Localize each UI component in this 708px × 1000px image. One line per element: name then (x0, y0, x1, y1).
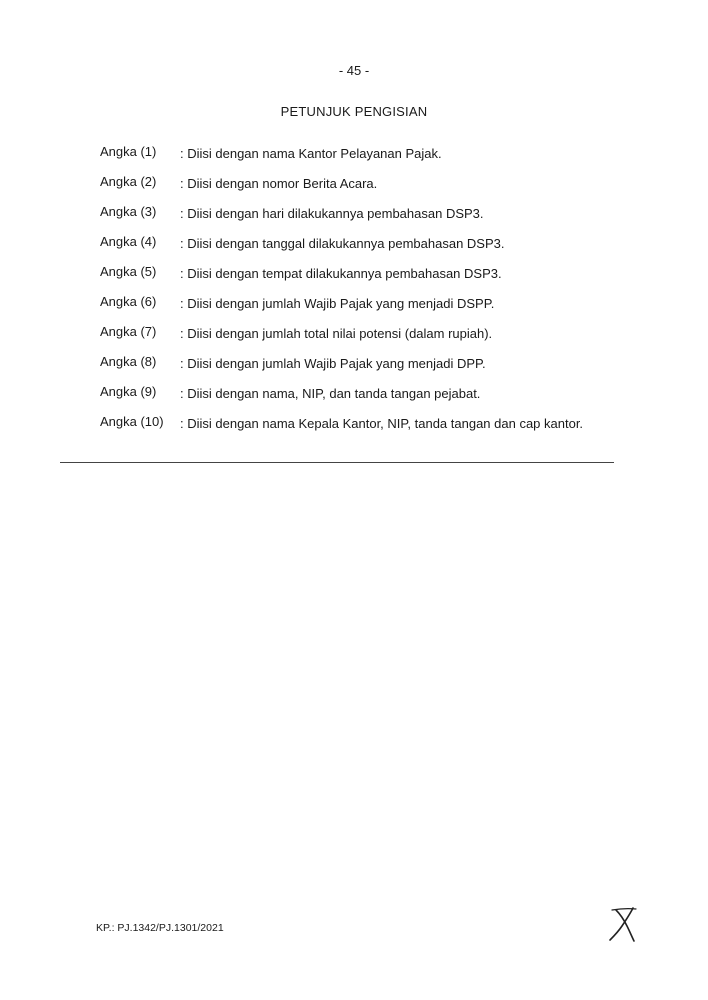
footer-reference: KP.: PJ.1342/PJ.1301/2021 (96, 922, 224, 934)
instruction-label: Angka (8) (100, 354, 157, 369)
instruction-label: Angka (5) (100, 264, 157, 279)
instruction-text: : Diisi dengan nomor Berita Acara. (180, 176, 378, 191)
instruction-text: : Diisi dengan jumlah Wajib Pajak yang menjadi DPP. (180, 356, 486, 371)
instruction-row (98, 294, 598, 324)
instruction-row (98, 204, 598, 234)
instruction-label: Angka (7) (100, 324, 157, 339)
instruction-row (98, 324, 598, 354)
instruction-text: : Diisi dengan hari dilakukannya pembahasan DSP3. (180, 206, 484, 221)
instruction-text: : Diisi dengan jumlah Wajib Pajak yang menjadi DSPP. (180, 296, 495, 311)
instruction-label: Angka (6) (100, 294, 157, 309)
instruction-row (98, 174, 598, 204)
instruction-text: : Diisi dengan nama, NIP, dan tanda tangan pejabat. (180, 386, 481, 401)
instruction-label: Angka (4) (100, 234, 157, 249)
instruction-text: : Diisi dengan jumlah total nilai potensi (dalam rupiah). (180, 326, 493, 341)
instruction-row (98, 144, 598, 174)
document-title: PETUNJUK PENGISIAN (280, 104, 428, 119)
instruction-text: : Diisi dengan nama Kepala Kantor, NIP, tanda tangan dan cap kantor. (180, 416, 584, 431)
instruction-text: : Diisi dengan tempat dilakukannya pembahasan DSP3. (180, 266, 502, 281)
instruction-row (98, 414, 598, 444)
instruction-label: Angka (2) (100, 174, 157, 189)
page-number: - 45 - (338, 63, 370, 78)
instruction-row (98, 264, 598, 294)
instruction-text: : Diisi dengan tanggal dilakukannya pembahasan DSP3. (180, 236, 505, 251)
instruction-row (98, 384, 598, 414)
instruction-list (98, 144, 598, 444)
instruction-label: Angka (1) (100, 144, 157, 159)
instruction-label: Angka (10) (100, 414, 164, 429)
handwritten-initial-icon (606, 904, 642, 944)
instruction-row (98, 234, 598, 264)
instruction-label: Angka (9) (100, 384, 157, 399)
instruction-label: Angka (3) (100, 204, 157, 219)
instruction-text: : Diisi dengan nama Kantor Pelayanan Pajak. (180, 146, 442, 161)
instruction-row (98, 354, 598, 384)
section-divider (60, 462, 614, 463)
